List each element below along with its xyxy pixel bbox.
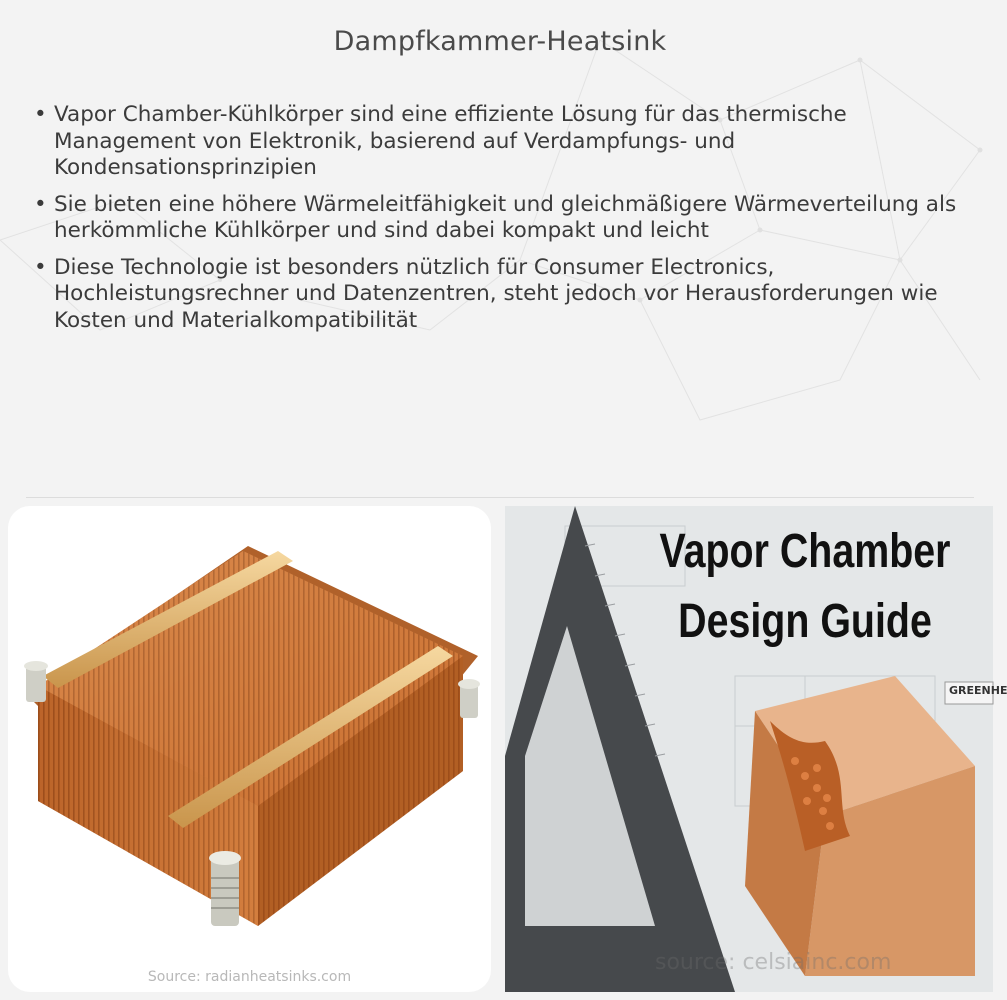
heatsink-photo-panel	[8, 506, 491, 992]
design-guide-image-panel	[505, 506, 1007, 992]
bullet-dot-icon: •	[34, 191, 47, 217]
page-title: Dampfkammer-Heatsink	[333, 26, 667, 57]
bullet-dot-icon: •	[34, 254, 47, 280]
bullet-item	[34, 102, 964, 182]
guide-heading-line1: Vapor Chamber	[659, 525, 951, 578]
bullet-item	[34, 192, 964, 245]
mounting-screw-icon	[24, 661, 48, 702]
bullet-dot-icon: •	[34, 102, 47, 127]
image-source-credit: Source: radianheatsinks.com	[147, 969, 352, 985]
image-watermark: source: celsiainc.com	[655, 950, 892, 975]
copper-heatsink-illustration	[8, 506, 491, 966]
bullet-item	[34, 255, 964, 335]
bullet-text: Diese Technologie ist besonders nützlich für Consumer Electronics, Hochleistungsrechner und Datenzentren, steht jedoch vor Herausforderungen wie Kosten und Materialkompatibilität	[54, 254, 938, 333]
bullet-text: Sie bieten eine höhere Wärmeleitfähigkeit und gleichmäßigere Wärmeverteilung als herkömmliche Kühlkörper und sind dabei kompakt und leicht	[54, 191, 957, 243]
guide-heading-line2: Design Guide	[678, 595, 932, 648]
bullet-list	[34, 102, 964, 344]
side-brand-label: GREENHE	[949, 684, 1007, 697]
bullet-text: Vapor Chamber-Kühlkörper sind eine effiziente Lösung für das thermische Management von Elektronik, basierend auf Verdampfungs- und Kondensationsprinzipien	[54, 102, 847, 180]
section-divider	[26, 497, 974, 498]
